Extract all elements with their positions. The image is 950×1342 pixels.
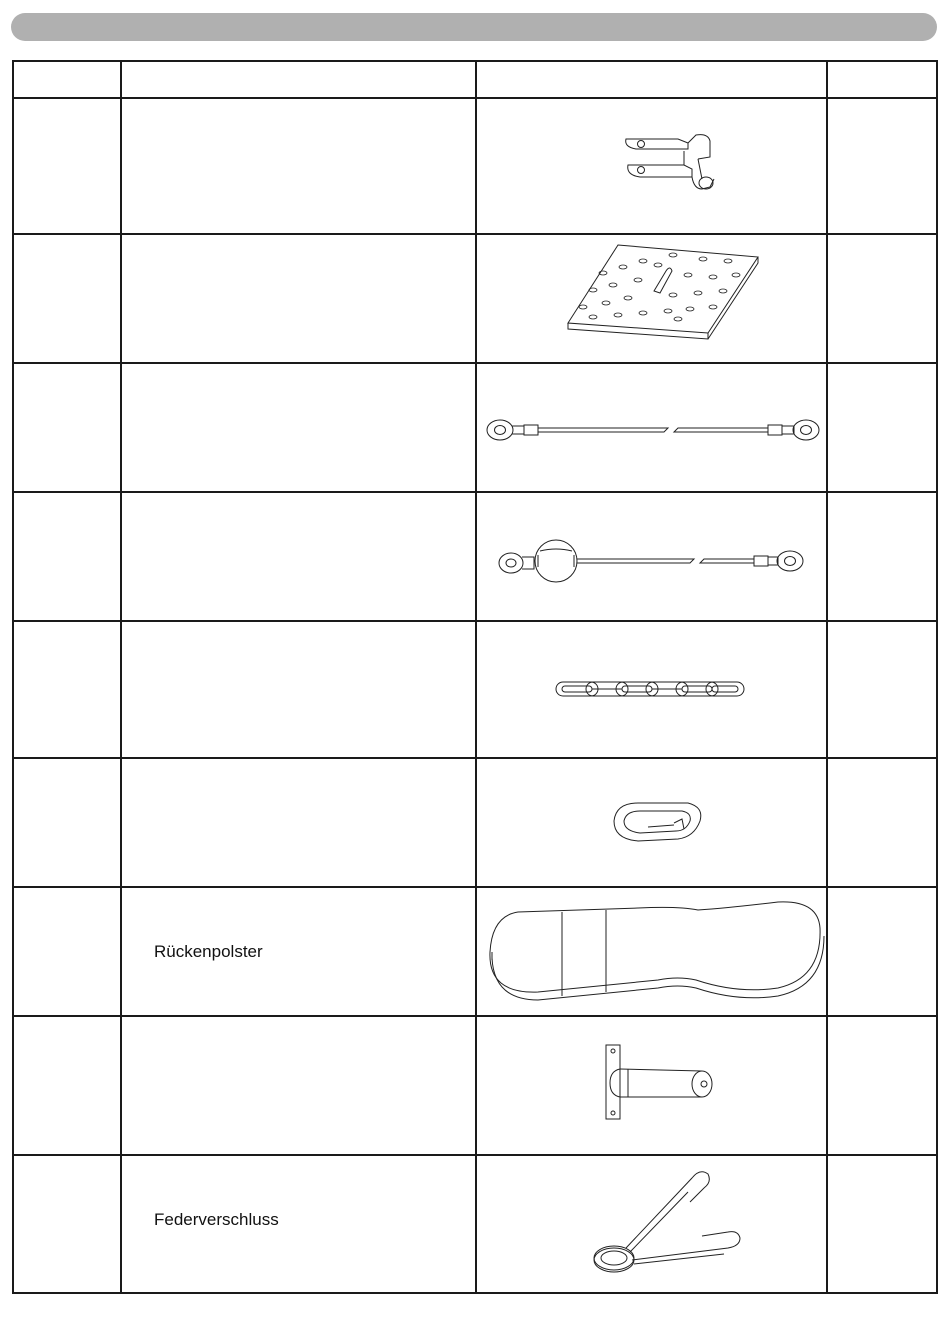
snap-hook-illustration <box>478 759 828 887</box>
parts-table <box>12 60 938 1294</box>
diamond-plate-illustration <box>478 235 828 363</box>
back-pad-illustration <box>478 888 828 1016</box>
table-row <box>14 759 936 887</box>
spring-clip-illustration <box>478 1156 828 1294</box>
steel-cable-illustration <box>478 364 828 492</box>
part-description: Rückenpolster <box>154 942 263 961</box>
table-row <box>14 622 936 758</box>
hinge-bracket-illustration <box>478 99 828 234</box>
weight-post-illustration <box>478 1017 828 1155</box>
chain-illustration <box>478 622 828 758</box>
table-row <box>14 1156 936 1294</box>
table-row <box>14 235 936 363</box>
cable-with-ball-illustration <box>478 493 828 621</box>
table-header-row <box>14 62 936 98</box>
header-bar <box>11 13 937 41</box>
table-row <box>14 493 936 621</box>
part-description: Federverschluss <box>154 1210 279 1229</box>
table-row <box>14 99 936 234</box>
table-row <box>14 364 936 492</box>
table-row <box>14 1017 936 1155</box>
table-row <box>14 888 936 1016</box>
